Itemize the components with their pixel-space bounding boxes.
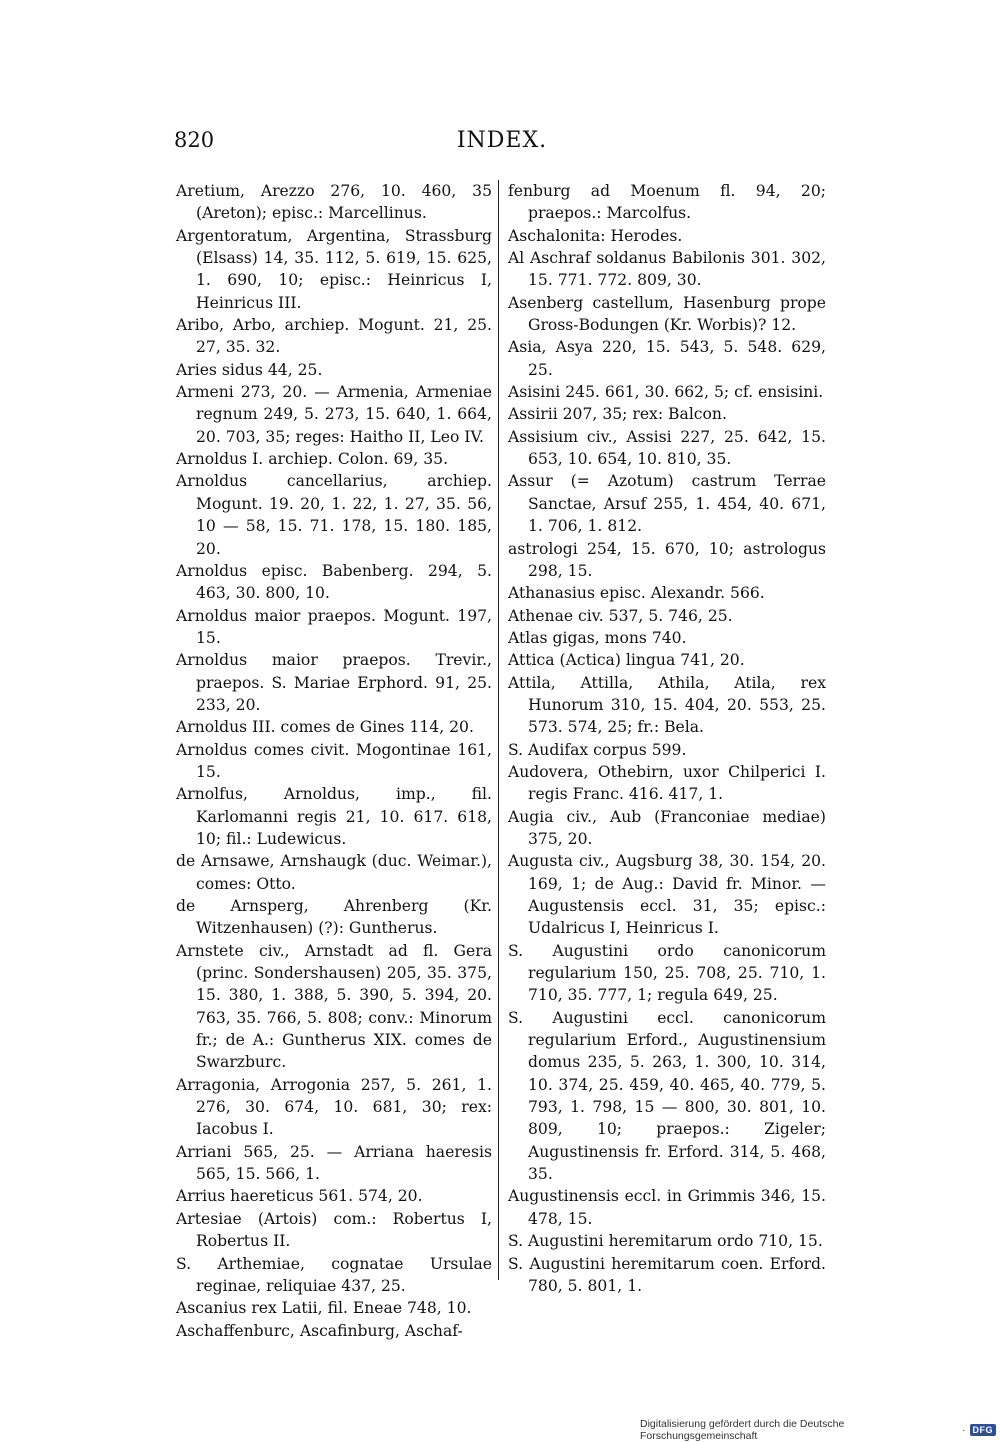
- index-entry: Audovera, Othebirn, uxor Chilperici I. regis Franc. 416. 417, 1.: [508, 762, 831, 804]
- index-entry: Aribo, Arbo, archiep. Mogunt. 21, 25. 27, 35. 32.: [176, 316, 497, 357]
- funding-note: Digitalisierung gefördert durch die Deutsche Forschungsgemeinschaft: [640, 1418, 845, 1442]
- index-entry: Attila, Attilla, Athila, Atila, rex Hunorum 310, 15. 404, 20. 553, 25. 573. 574, 25; fr.: Bela.: [508, 673, 831, 737]
- index-entry: Augustinensis eccl. in Grimmis 346, 15. 478, 15.: [508, 1187, 831, 1228]
- running-title: INDEX.: [456, 128, 548, 153]
- index-entry: Assisium civ., Assisi 227, 25. 642, 15. 653, 10. 654, 10. 810, 35.: [508, 427, 831, 469]
- index-entry: Arragonia, Arrogonia 257, 5. 261, 1. 276, 30. 674, 10. 681, 30; rex: Iacobus I.: [176, 1075, 497, 1139]
- index-entry: Arnoldus III. comes de Gines 114, 20.: [176, 718, 474, 737]
- index-entry: Athanasius episc. Alexandr. 566.: [508, 584, 765, 603]
- index-entry: Arnoldus episc. Babenberg. 294, 5. 463, 30. 800, 10.: [176, 561, 497, 603]
- index-entry: Arnoldus I. archiep. Colon. 69, 35.: [176, 450, 449, 469]
- index-entry: Augusta civ., Augsburg 38, 30. 154, 20. 169, 1; de Aug.: David fr. Minor. — Augustensis eccl. 31, 35; episc.: Udalricus I, Heinricus I.: [508, 852, 831, 938]
- digitization-footer: Digitalisierung gefördert durch die Deutsche Forschungsgemeinschaft · DFG: [640, 1422, 996, 1438]
- index-entry: Arrius haereticus 561. 574, 20.: [176, 1187, 423, 1206]
- index-entry: Arnoldus maior praepos. Trevir., praepos. S. Mariae Erphord. 91, 25. 233, 20.: [176, 651, 497, 714]
- index-entry: Argentoratum, Argentina, Strassburg (Elsass) 14, 35. 112, 5. 619, 15. 625, 1. 690, 10; episc.: Heinricus I, Heinricus III.: [176, 226, 497, 312]
- page-header: [174, 128, 830, 162]
- index-entry: Arnoldus cancellarius, archiep. Mogunt. 19. 20, 1. 22, 1. 27, 35. 56, 10 — 58, 15. 71. 178, 15. 180. 185, 20.: [176, 472, 497, 558]
- index-entry: Athenae civ. 537, 5. 746, 25.: [508, 606, 733, 625]
- right-column: [508, 180, 831, 1297]
- dfg-logo: DFG: [970, 1424, 997, 1436]
- page-number: 820: [174, 128, 215, 152]
- index-entry: S. Augustini heremitarum ordo 710, 15.: [508, 1232, 823, 1251]
- index-entry: S. Augustini eccl. canonicorum regularium Erford., Augustinensium domus 235, 5. 263, 1. 300, 10. 314, 10. 374, 25. 459, 40. 465, 40. 779, 5. 793, 1. 798, 15 — 800, 30. 801, 10. 809, 10; praepos.: Zigeler; Augustinensis fr. Erford. 314, 5. 468, 35.: [508, 1008, 831, 1184]
- index-entry: Arnolfus, Arnoldus, imp., fil. Karlomanni regis 21, 10. 617. 618, 10; fil.: Ludewicus.: [176, 785, 497, 848]
- index-entry: de Arnsawe, Arnshaugk (duc. Weimar.), comes: Otto.: [176, 852, 497, 893]
- index-entry: Aries sidus 44, 25.: [176, 360, 323, 379]
- index-entry: Atlas gigas, mons 740.: [508, 628, 687, 647]
- index-entry: Augia civ., Aub (Franconiae mediae) 375, 20.: [508, 807, 831, 848]
- index-entry: Arnstete civ., Arnstadt ad fl. Gera (princ. Sondershausen) 205, 35. 375, 15. 380, 1. 388, 5. 390, 5. 394, 20. 763, 35. 766, 5. 808; conv.: Minorum fr.; de A.: Guntherus XIX. comes de Swarzburc.: [176, 941, 497, 1072]
- index-entry: Artesiae (Artois) com.: Robertus I, Robertus II.: [176, 1209, 497, 1251]
- index-entry: Asenberg castellum, Hasenburg prope Gross-Bodungen (Kr. Worbis)? 12.: [508, 293, 831, 335]
- index-entry: Aschaffenburc, Ascafinburg, Aschaf-: [176, 1321, 463, 1340]
- index-entry: Attica (Actica) lingua 741, 20.: [508, 651, 745, 670]
- index-entry: Aschalonita: Herodes.: [508, 226, 683, 245]
- index-entry: de Arnsperg, Ahrenberg (Kr. Witzenhausen) (?): Guntherus.: [176, 897, 497, 938]
- index-entry: Al Aschraf soldanus Babilonis 301. 302, 15. 771. 772. 809, 30.: [508, 249, 831, 290]
- index-entry: fenburg ad Moenum fl. 94, 20; praepos.: Marcolfus.: [508, 182, 831, 223]
- index-entry: S. Augustini heremitarum coen. Erford. 780, 5. 801, 1.: [508, 1254, 831, 1295]
- index-entry: S. Augustini ordo canonicorum regularium 150, 25. 708, 25. 710, 1. 710, 35. 777, 1; regula 649, 25.: [508, 941, 831, 1005]
- index-entry: Asisini 245. 661, 30. 662, 5; cf. ensisini.: [508, 383, 824, 402]
- index-entry: Assur (= Azotum) castrum Terrae Sanctae, Arsuf 255, 1. 454, 40. 671, 1. 706, 1. 812.: [508, 472, 831, 536]
- index-entry: S. Arthemiae, cognatae Ursulae reginae, reliquiae 437, 25.: [176, 1254, 497, 1295]
- left-column: [176, 180, 497, 1342]
- index-entry: Aretium, Arezzo 276, 10. 460, 35 (Areton); episc.: Marcellinus.: [176, 182, 497, 223]
- index-entry: Assirii 207, 35; rex: Balcon.: [508, 405, 727, 424]
- index-entry: Arnoldus maior praepos. Mogunt. 197, 15.: [176, 606, 497, 647]
- index-entry: S. Audifax corpus 599.: [508, 740, 687, 759]
- index-entry: astrologi 254, 15. 670, 10; astrologus 298, 15.: [508, 539, 831, 580]
- column-divider: [498, 180, 499, 1280]
- index-entry: Asia, Asya 220, 15. 543, 5. 548. 629, 25.: [508, 338, 831, 379]
- index-entry: Arriani 565, 25. — Arriana haeresis 565, 15. 566, 1.: [176, 1142, 497, 1184]
- index-entry: Armeni 273, 20. — Armenia, Armeniae regnum 249, 5. 273, 15. 640, 1. 664, 20. 703, 35; reges: Haitho II, Leo IV.: [176, 383, 497, 446]
- index-entry: Ascanius rex Latii, fil. Eneae 748, 10.: [176, 1299, 472, 1318]
- index-entry: Arnoldus comes civit. Mogontinae 161, 15.: [176, 740, 497, 781]
